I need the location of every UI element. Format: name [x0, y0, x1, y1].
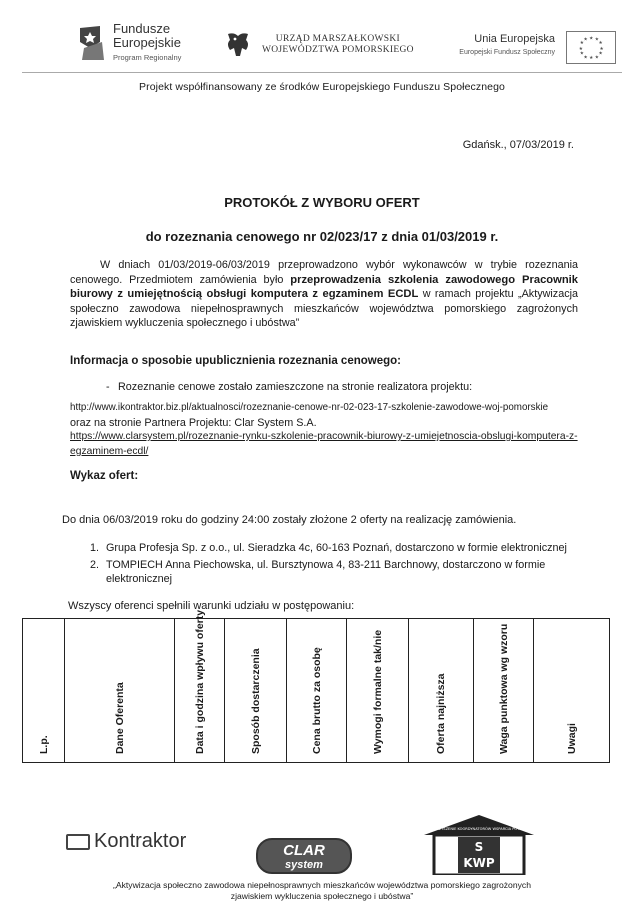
footer-project-name [0, 880, 644, 902]
table-header-cell [347, 619, 409, 762]
svg-text:★: ★ [579, 41, 584, 47]
intro-part2: w ramach projektu „Aktywizacja społeczno zawodowa niepełnosprawnych mieszkańców województwa pomorskiego zagrożonych zjawiskiem wykluczenia społecznego i ubóstwa” [70, 288, 578, 329]
bullet-dash: - [106, 381, 110, 393]
clar-system-logo [256, 838, 352, 874]
svg-text:★: ★ [594, 55, 599, 61]
column-label: Wymogi formalne tak/nie [371, 629, 384, 754]
offer-number: 1. [90, 542, 100, 554]
table-header-cell [534, 619, 609, 762]
realizator-link[interactable]: http://www.ikontraktor.biz.pl/aktualnosci/rozeznanie-cenowe-nr-02-023-17-szkolenie-zawodowe-woj-pomorskie [70, 402, 549, 413]
svg-text:★: ★ [589, 56, 594, 62]
unia-europejska-text [455, 33, 555, 59]
footer-line2: zjawiskiem wykluczenia społecznego i ubóstwa” [230, 891, 414, 901]
document-subtitle: do rozeznania cenowego nr 02/023/17 z dnia 01/03/2019 r. [145, 229, 499, 244]
svg-text:★: ★ [583, 37, 588, 43]
offer-number: 2. [90, 558, 100, 571]
publication-bullet [106, 381, 473, 393]
conditions-text: Wszyscy oferenci spełnili warunki udziału w postępowaniu: [68, 600, 355, 612]
eu-line1: Unia Europejska [474, 33, 555, 45]
page-header [0, 0, 644, 80]
intro-part1: W dniach 01/03/2019-06/03/2019 przeprowadzono wybór wykonawców w trybie rozeznania cenowego. Przedmiotem zamówienia było [70, 259, 578, 286]
column-label: Uwagi [565, 723, 578, 754]
column-label: Sposób dostarczenia [249, 648, 262, 754]
offer-text: TOMPIECH Anna Piechowska, ul. Bursztynowa 4, 83-211 Barchnowy, dostarczono w formie elektronicznej [106, 558, 546, 585]
bullet-text: Rozeznanie cenowe zostało zamieszczone na stronie realizatora projektu: [118, 381, 473, 393]
kontraktor-text: Kontraktor [94, 830, 187, 852]
kwp-top-text: STOWARZYSZENIE KOORDYNATORÓW WSPARCIA POTENCJAŁU [423, 827, 535, 831]
column-label: Cena brutto za osobę [310, 647, 323, 754]
fe-sub: Program Regionalny [113, 53, 182, 62]
offers-intro: Do dnia 06/03/2019 roku do godziny 24:00 zostały złożone 2 oferty na realizację zamówienia. [62, 514, 517, 526]
url-block [70, 401, 590, 459]
pomorskie-griffin-icon [224, 30, 252, 60]
svg-text:★: ★ [578, 46, 583, 52]
column-label: Dane Oferenta [113, 682, 126, 754]
list-item [90, 558, 580, 587]
header-divider [22, 72, 622, 73]
cofinance-note: Projekt współfinansowany ze środków Europejskiego Funduszu Społecznego [139, 81, 505, 93]
intro-paragraph [70, 258, 578, 331]
pom-line1: URZĄD MARSZAŁKOWSKI [275, 34, 400, 44]
table-header-cell [474, 619, 534, 762]
svg-text:★: ★ [594, 37, 599, 43]
fundusze-europejskie-text [113, 22, 181, 65]
kontraktor-icon [66, 834, 90, 850]
table-header-cell [175, 609, 225, 762]
column-label: Data i godzina wpływu oferty [193, 609, 206, 754]
info-heading: Informacja o sposobie upublicznienia rozeznania cenowego: [70, 355, 401, 367]
column-label: Oferta najniższa [435, 673, 447, 754]
kwp-s: S [474, 840, 484, 854]
eu-sub: Europejski Fundusz Społeczny [459, 49, 555, 56]
clar-line2: system [285, 859, 323, 871]
svg-text:★: ★ [579, 51, 584, 57]
eu-flag-icon [566, 31, 616, 64]
svg-text:★: ★ [599, 46, 604, 52]
intro-bold: przeprowadzenia szkolenia zawodowego Pracownik biurowy z umiejętnością obsługi komputera z egzaminem ECDL [70, 273, 578, 300]
kontraktor-logo [66, 830, 186, 853]
partner-link[interactable]: https://www.clarsystem.pl/rozeznanie-rynku-szkolenie-pracownik-biurowy-z-umiejetnoscia-obslugi-komputera-z-egzaminem-ecdl/ [70, 431, 578, 457]
table-header-cell [287, 619, 347, 762]
offers-list [90, 541, 580, 589]
footer-line1: „Aktywizacja społeczno zawodowa niepełnosprawnych mieszkańców województwa pomorskiego zagrożonych [113, 880, 531, 890]
table-header-cell [225, 619, 287, 762]
column-label: L.p. [37, 735, 50, 754]
document-title: PROTOKÓŁ Z WYBORU OFERT [224, 195, 420, 210]
svg-text:★: ★ [598, 41, 603, 47]
offers-list-heading: Wykaz ofert: [70, 470, 139, 482]
column-label: Waga punktowa wg wzoru [497, 623, 510, 754]
fe-line2: Europejskie [113, 35, 181, 50]
offer-text: Grupa Profesja Sp. z o.o., ul. Sieradzka 4c, 60-163 Poznań, dostarczono w formie elektronicznej [106, 542, 567, 554]
urzad-marszalkowski-text [262, 34, 414, 56]
kwp-main: KWP [463, 856, 495, 870]
document-date: Gdańsk., 07/03/2019 r. [462, 139, 574, 151]
pom-line2: WOJEWÓDZTWA POMORSKIEGO [262, 45, 414, 55]
table-header-cell [23, 619, 65, 762]
partner-text: oraz na stronie Partnera Projektu: Clar System S.A. [70, 416, 317, 429]
table-header-cell [409, 619, 474, 762]
svg-text:★: ★ [589, 36, 594, 42]
clar-line1: CLAR [283, 842, 325, 859]
fe-line1: Fundusze [113, 21, 171, 36]
list-item [90, 541, 580, 556]
svg-text:★: ★ [598, 51, 603, 57]
offers-table [22, 609, 610, 763]
table-header-cell [65, 619, 175, 762]
skwp-house-logo [420, 813, 538, 875]
fundusze-europejskie-logo [76, 22, 108, 64]
svg-text:★: ★ [583, 55, 588, 61]
